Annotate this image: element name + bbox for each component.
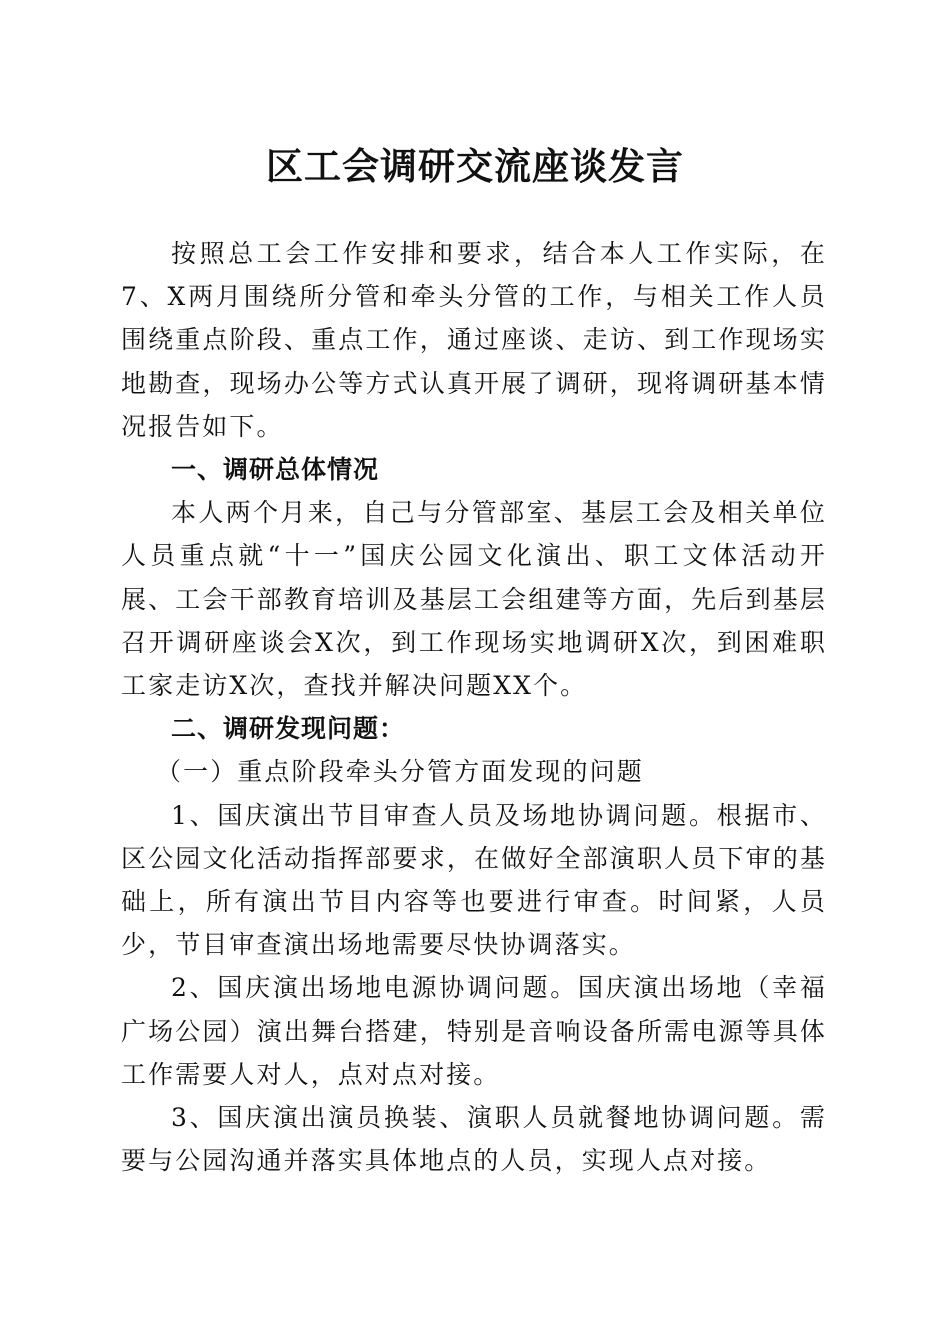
subsection-heading-key-stage: （一）重点阶段牵头分管方面发现的问题 bbox=[156, 757, 644, 787]
section-heading-problems: 二、调研发现问题： bbox=[171, 714, 406, 744]
problem-item-3: 3、国庆演出演员换装、演职人员就餐地协调问题。需要与公园沟通并落实具体地点的人员，实现人点对接。 bbox=[121, 1103, 827, 1176]
section-heading-overall: 一、调研总体情况 bbox=[171, 455, 380, 485]
problem-item-2: 2、国庆演出场地电源协调问题。国庆演出场地（幸福广场公园）演出舞台搭建，特别是音响设备所需电源等具体工作需要人对人，点对点对接。 bbox=[121, 973, 827, 1089]
problem-item-1: 1、国庆演出节目审查人员及场地协调问题。根据市、区公园文化活动指挥部要求，在做好全部演职人员下审的基础上，所有演出节目内容等也要进行审查。时间紧，人员少，节目审查演出场地需要尽快协调落实。 bbox=[121, 800, 827, 960]
intro-paragraph: 按照总工会工作安排和要求，结合本人工作实际，在7、X两月围绕所分管和牵头分管的工作，与相关工作人员围绕重点阶段、重点工作，通过座谈、走访、到工作现场实地勘查，现场办公等方式认真开展了调研，现将调研基本情况报告如下。 bbox=[121, 239, 827, 441]
section-overall-paragraph: 本人两个月来，自己与分管部室、基层工会及相关单位人员重点就“十一”国庆公园文化演出、职工文体活动开展、工会干部教育培训及基层工会组建等方面，先后到基层召开调研座谈会X次，到工作现场实地调研X次，到困难职工家走访X次，查找并解决问题XX个。 bbox=[121, 498, 827, 701]
document-title: 区工会调研交流座谈发言 bbox=[266, 144, 684, 188]
document-body bbox=[121, 232, 827, 1182]
